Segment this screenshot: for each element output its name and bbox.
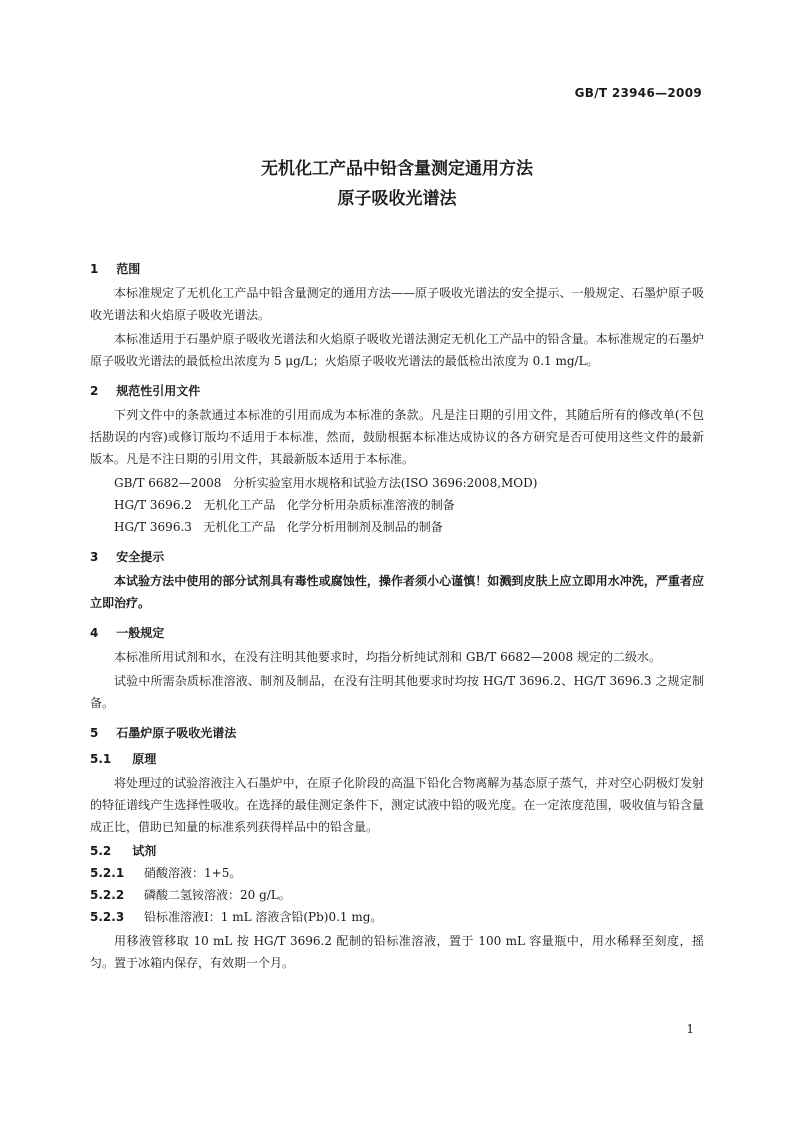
page-number: 1: [686, 1022, 694, 1036]
reagent-item: [90, 884, 704, 906]
paragraph: 试验中所需杂质标准溶液、制剂及制品，在没有注明其他要求时均按 HG/T 3696.2、HG/T 3696.3 之规定制备。: [90, 674, 704, 710]
section-heading-3: [90, 546, 704, 568]
subsection-number: 5.1: [90, 752, 112, 766]
subsection-title: 原理: [132, 752, 157, 766]
section-number: 2: [90, 384, 99, 398]
section-title: 规范性引用文件: [116, 384, 201, 398]
section-number: 1: [90, 262, 99, 276]
item-number: 5.2.2: [90, 888, 125, 902]
item-text: 铅标准溶液Ⅰ：1 mL 溶液含铅(Pb)0.1 mg。: [144, 910, 383, 924]
section-title: 范围: [116, 262, 141, 276]
reference-item: HG/T 3696.3 无机化工产品 化学分析用制剂及制品的制备: [114, 520, 443, 534]
subsection-number: 5.2: [90, 844, 112, 858]
item-number: 5.2.1: [90, 866, 125, 880]
document-subtitle: 原子吸收光谱法: [337, 189, 457, 209]
subsection-heading-5-1: [90, 748, 704, 770]
section-title: 安全提示: [116, 550, 165, 564]
subsection-title: 试剂: [132, 844, 157, 858]
item-number: 5.2.3: [90, 910, 125, 924]
paragraph: 用移液管移取 10 mL 按 HG/T 3696.2 配制的铅标准溶液，置于 100 mL 容量瓶中，用水稀释至刻度，摇匀。置于冰箱内保存，有效期一个月。: [90, 934, 704, 970]
paragraph: 本标准规定了无机化工产品中铅含量测定的通用方法——原子吸收光谱法的安全提示、一般规定、石墨炉原子吸收光谱法和火焰原子吸收光谱法。: [90, 286, 704, 322]
item-text: 硝酸溶液：1+5。: [144, 866, 242, 880]
safety-warning: 本试验方法中使用的部分试剂具有毒性或腐蚀性，操作者须小心谨慎！如溅到皮肤上应立即用水冲洗，严重者应立即治疗。: [90, 574, 704, 610]
section-heading-2: [90, 380, 704, 402]
section-number: 5: [90, 726, 99, 740]
reagent-item: [90, 862, 704, 884]
document-title: 无机化工产品中铅含量测定通用方法: [261, 159, 533, 179]
subsection-heading-5-2: [90, 840, 704, 862]
paragraph: 将处理过的试验溶液注入石墨炉中，在原子化阶段的高温下铅化合物离解为基态原子蒸气，并对空心阴极灯发射的特征谱线产生选择性吸收。在选择的最佳测定条件下，测定试液中铅的吸光度。在一定浓度范围，吸收值与铅含量成正比，借助已知量的标准系列获得样品中的铅含量。: [90, 776, 704, 834]
section-heading-4: [90, 622, 704, 644]
document-body: [90, 250, 704, 976]
section-heading-1: [90, 258, 704, 280]
section-title: 石墨炉原子吸收光谱法: [116, 726, 237, 740]
section-heading-5: [90, 722, 704, 744]
reference-item: HG/T 3696.2 无机化工产品 化学分析用杂质标准溶液的制备: [114, 498, 455, 512]
item-text: 磷酸二氢铵溶液：20 g/L。: [144, 888, 291, 902]
section-number: 4: [90, 626, 99, 640]
paragraph: 下列文件中的条款通过本标准的引用而成为本标准的条款。凡是注日期的引用文件，其随后所有的修改单(不包括勘误的内容)或修订版均不适用于本标准，然而，鼓励根据本标准达成协议的各方研究是否可使用这些文件的最新版本。凡是不注日期的引用文件，其最新版本适用于本标准。: [90, 408, 704, 466]
standard-number: GB/T 23946—2009: [574, 86, 702, 100]
section-title: 一般规定: [116, 626, 165, 640]
reagent-item: [90, 906, 704, 928]
section-number: 3: [90, 550, 99, 564]
paragraph: 本标准适用于石墨炉原子吸收光谱法和火焰原子吸收光谱法测定无机化工产品中的铅含量。本标准规定的石墨炉原子吸收光谱法的最低检出浓度为 5 μg/L；火焰原子吸收光谱法的最低检出浓度为 0.1 mg/L。: [90, 332, 704, 368]
reference-item: GB/T 6682—2008 分析实验室用水规格和试验方法(ISO 3696:2008,MOD): [114, 476, 538, 490]
paragraph: 本标准所用试剂和水，在没有注明其他要求时，均指分析纯试剂和 GB/T 6682—2008 规定的二级水。: [114, 650, 661, 664]
